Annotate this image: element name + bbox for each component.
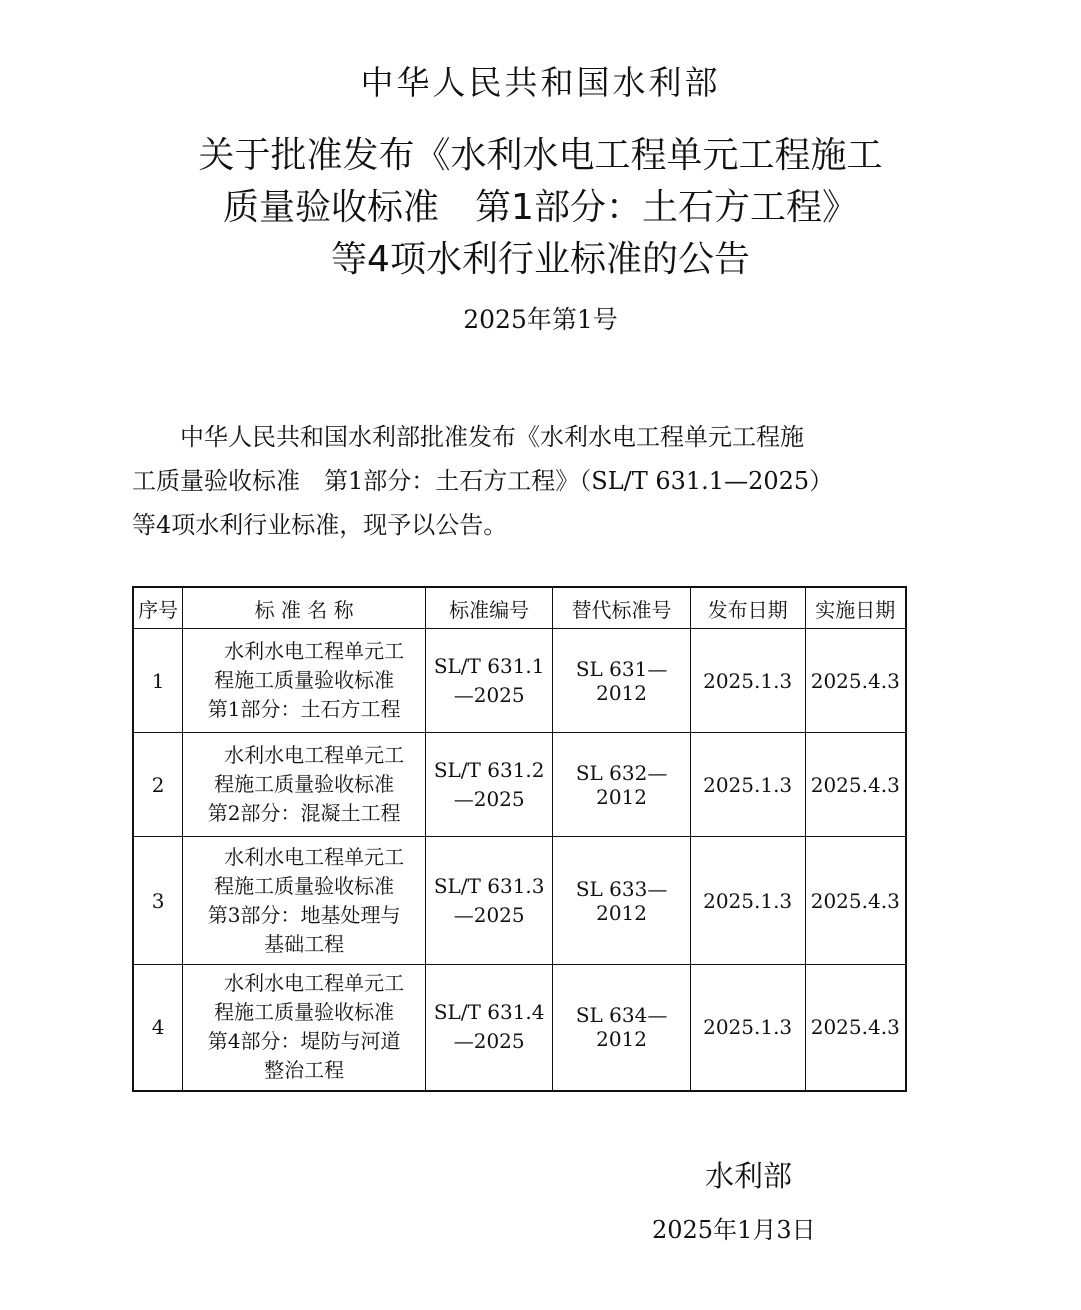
name-line: 程施工质量验收标准 xyxy=(214,1000,395,1025)
row-effective-date: 2025.4.3 xyxy=(805,965,906,1091)
table-row xyxy=(133,837,906,965)
notice-title xyxy=(0,130,1081,286)
row-standard-code xyxy=(425,733,552,837)
row-replaced-code: SL 632—2012 xyxy=(553,733,690,837)
name-line: 水利水电工程单元工 xyxy=(204,844,405,869)
header-replaced-code: 替代标准号 xyxy=(553,587,690,629)
notice-title-line-1: 关于批准发布《水利水电工程单元工程施工 xyxy=(198,135,883,176)
ministry-header: 中华人民共和国水利部 xyxy=(360,63,721,102)
notice-title-line-3: 等4项水利行业标准的公告 xyxy=(331,239,750,280)
code-line: —2025 xyxy=(453,1029,525,1054)
body-line-1: 中华人民共和国水利部批准发布《水利水电工程单元工程施 xyxy=(132,423,804,451)
body-line-2: 工质量验收标准 第1部分：土石方工程》（SL/T 631.1—2025） xyxy=(132,467,834,495)
row-replaced-code: SL 634—2012 xyxy=(553,965,690,1091)
name-line: 第2部分：混凝土工程 xyxy=(207,801,401,825)
notice-title-line-2: 质量验收标准 第1部分：土石方工程》 xyxy=(223,187,858,228)
name-line: 程施工质量验收标准 xyxy=(214,873,395,898)
row-index: 4 xyxy=(133,965,183,1091)
code-line: —2025 xyxy=(453,902,525,927)
row-replaced-code: SL 633—2012 xyxy=(553,837,690,965)
table-row xyxy=(133,965,906,1091)
name-line: 整治工程 xyxy=(264,1058,345,1083)
notice-number: 2025年第1号 xyxy=(463,305,618,334)
row-standard-code xyxy=(425,965,552,1091)
row-standard-code xyxy=(425,837,552,965)
code-line: SL/T 631.4 xyxy=(433,1000,545,1025)
row-index: 3 xyxy=(133,837,183,965)
name-line: 水利水电工程单元工 xyxy=(204,743,405,767)
row-index: 1 xyxy=(133,629,183,733)
code-line: SL/T 631.2 xyxy=(433,757,545,782)
issue-date: 2025年1月3日 xyxy=(652,1216,816,1244)
code-line: —2025 xyxy=(453,682,525,707)
code-line: SL/T 631.3 xyxy=(433,873,545,898)
row-replaced-code: SL 631—2012 xyxy=(553,629,690,733)
name-line: 基础工程 xyxy=(264,931,345,956)
row-publish-date: 2025.1.3 xyxy=(690,837,805,965)
row-standard-code xyxy=(425,629,552,733)
code-line: —2025 xyxy=(453,786,525,811)
code-line: SL/T 631.1 xyxy=(433,653,545,678)
standards-table xyxy=(132,586,907,1092)
header-standard-code: 标准编号 xyxy=(425,587,552,629)
row-publish-date: 2025.1.3 xyxy=(690,733,805,837)
header-index: 序号 xyxy=(133,587,183,629)
row-effective-date: 2025.4.3 xyxy=(805,733,906,837)
issuer-signature: 水利部 xyxy=(705,1159,793,1193)
row-publish-date: 2025.1.3 xyxy=(690,629,805,733)
header-publish-date: 发布日期 xyxy=(690,587,805,629)
name-line: 水利水电工程单元工 xyxy=(204,639,405,663)
table-row xyxy=(133,733,906,837)
name-line: 程施工质量验收标准 xyxy=(214,772,395,796)
row-standard-name xyxy=(183,965,426,1091)
row-effective-date: 2025.4.3 xyxy=(805,629,906,733)
header-effective-date: 实施日期 xyxy=(805,587,906,629)
name-line: 第3部分：地基处理与 xyxy=(207,902,401,927)
name-line: 水利水电工程单元工 xyxy=(204,971,405,996)
body-line-3: 等4项水利行业标准，现予以公告。 xyxy=(132,511,508,539)
announcement-body xyxy=(132,415,932,547)
row-standard-name xyxy=(183,733,426,837)
name-line: 程施工质量验收标准 xyxy=(214,668,395,692)
row-effective-date: 2025.4.3 xyxy=(805,837,906,965)
header-standard-name: 标 准 名 称 xyxy=(183,587,426,629)
row-index: 2 xyxy=(133,733,183,837)
row-standard-name xyxy=(183,629,426,733)
row-standard-name xyxy=(183,837,426,965)
name-line: 第1部分：土石方工程 xyxy=(207,697,401,721)
table-row xyxy=(133,629,906,733)
table-header-row xyxy=(133,587,906,629)
row-publish-date: 2025.1.3 xyxy=(690,965,805,1091)
name-line: 第4部分：堤防与河道 xyxy=(207,1029,401,1054)
